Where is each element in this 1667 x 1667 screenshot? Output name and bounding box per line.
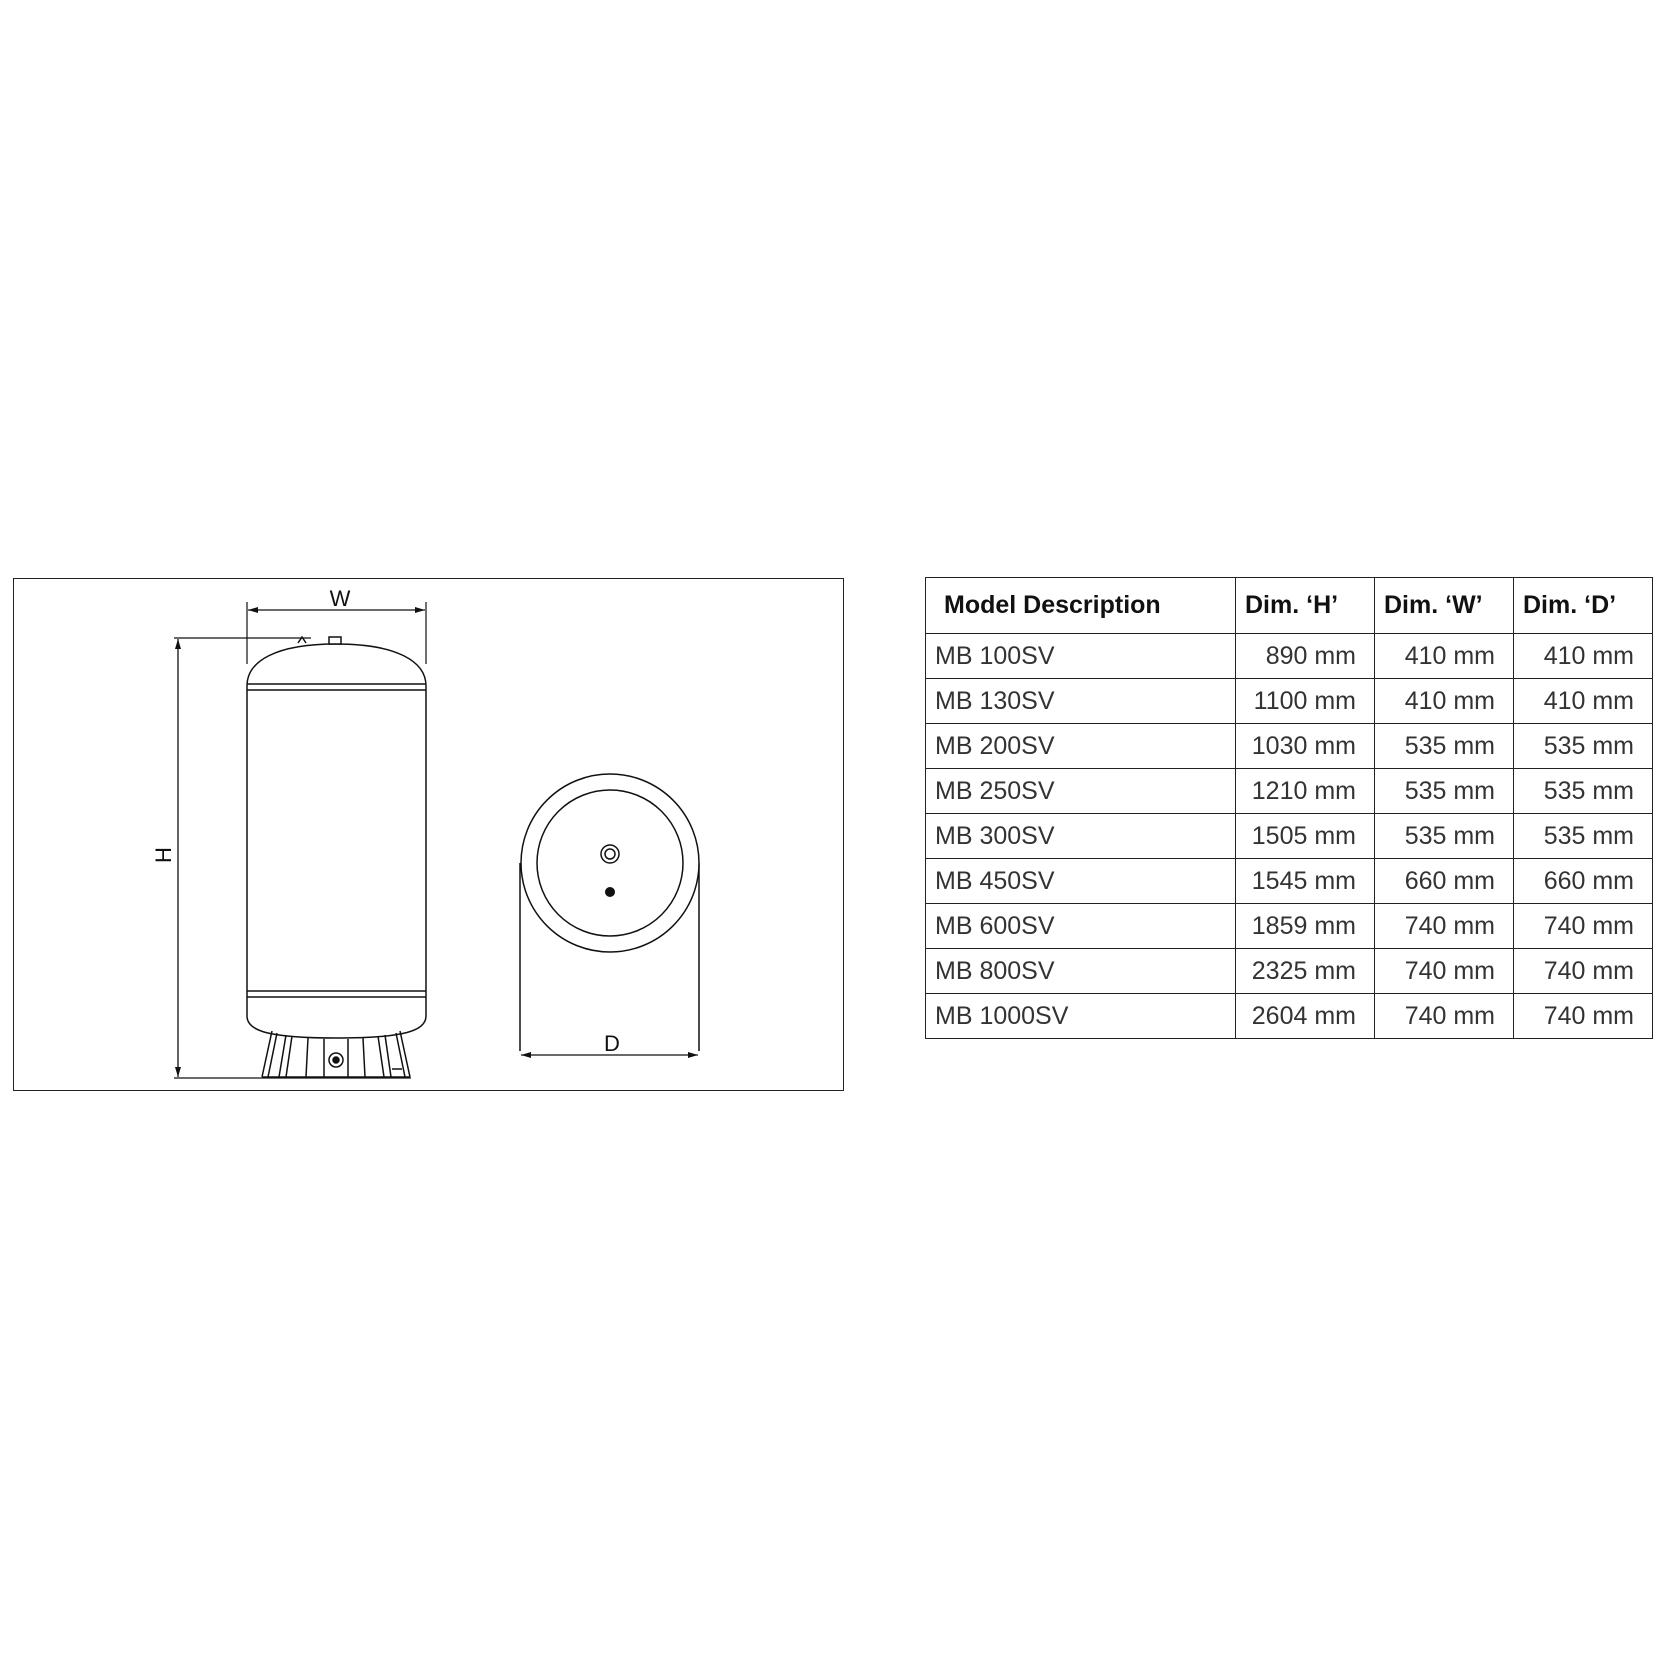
dim-h-cell: 1100 mm — [1236, 679, 1375, 724]
tank-drawing-svg — [14, 579, 845, 1092]
table-row — [926, 769, 1653, 814]
dim-h-cell: 2325 mm — [1236, 949, 1375, 994]
dim-w-cell: 535 mm — [1375, 769, 1514, 814]
dim-w-cell: 410 mm — [1375, 679, 1514, 724]
model-cell: MB 300SV — [926, 814, 1236, 859]
model-cell: MB 450SV — [926, 859, 1236, 904]
dim-d-cell: 410 mm — [1514, 679, 1653, 724]
model-cell: MB 200SV — [926, 724, 1236, 769]
table-row — [926, 859, 1653, 904]
model-cell: MB 130SV — [926, 679, 1236, 724]
dim-w-cell: 740 mm — [1375, 904, 1514, 949]
table-row — [926, 679, 1653, 724]
dim-d-cell: 535 mm — [1514, 769, 1653, 814]
technical-drawing — [13, 578, 844, 1091]
height-label: H — [151, 847, 176, 863]
header-dim-h: Dim. ‘H’ — [1236, 578, 1375, 634]
header-dim-w: Dim. ‘W’ — [1375, 578, 1514, 634]
dim-d-cell: 740 mm — [1514, 904, 1653, 949]
dim-h-cell: 2604 mm — [1236, 994, 1375, 1039]
table-row — [926, 994, 1653, 1039]
model-cell: MB 1000SV — [926, 994, 1236, 1039]
header-model-description: Model Description — [926, 578, 1236, 634]
dim-w-cell: 660 mm — [1375, 859, 1514, 904]
table-row — [926, 904, 1653, 949]
dim-d-cell: 660 mm — [1514, 859, 1653, 904]
dim-h-cell: 1210 mm — [1236, 769, 1375, 814]
dim-w-cell: 535 mm — [1375, 724, 1514, 769]
dim-w-cell: 740 mm — [1375, 949, 1514, 994]
dim-w-cell: 535 mm — [1375, 814, 1514, 859]
depth-label: D — [604, 1031, 620, 1056]
dim-h-cell: 1859 mm — [1236, 904, 1375, 949]
table-header-row — [926, 578, 1653, 634]
table-row — [926, 949, 1653, 994]
width-label: W — [329, 586, 351, 611]
dim-d-cell: 535 mm — [1514, 724, 1653, 769]
table-row — [926, 724, 1653, 769]
tank-top-view — [520, 774, 699, 1051]
tank-side-view — [247, 637, 426, 1077]
dim-d-cell: 535 mm — [1514, 814, 1653, 859]
dim-d-cell: 740 mm — [1514, 949, 1653, 994]
dim-d-cell: 410 mm — [1514, 634, 1653, 679]
dimensions-table — [925, 577, 1653, 1039]
dim-h-cell: 890 mm — [1236, 634, 1375, 679]
table-row — [926, 814, 1653, 859]
model-cell: MB 250SV — [926, 769, 1236, 814]
dim-w-cell: 410 mm — [1375, 634, 1514, 679]
table-row — [926, 634, 1653, 679]
dim-h-cell: 1505 mm — [1236, 814, 1375, 859]
header-dim-d: Dim. ‘D’ — [1514, 578, 1653, 634]
dim-w-cell: 740 mm — [1375, 994, 1514, 1039]
dim-h-cell: 1030 mm — [1236, 724, 1375, 769]
depth-dimension — [521, 1031, 698, 1056]
dim-h-cell: 1545 mm — [1236, 859, 1375, 904]
model-cell: MB 800SV — [926, 949, 1236, 994]
model-cell: MB 600SV — [926, 904, 1236, 949]
dim-d-cell: 740 mm — [1514, 994, 1653, 1039]
model-cell: MB 100SV — [926, 634, 1236, 679]
